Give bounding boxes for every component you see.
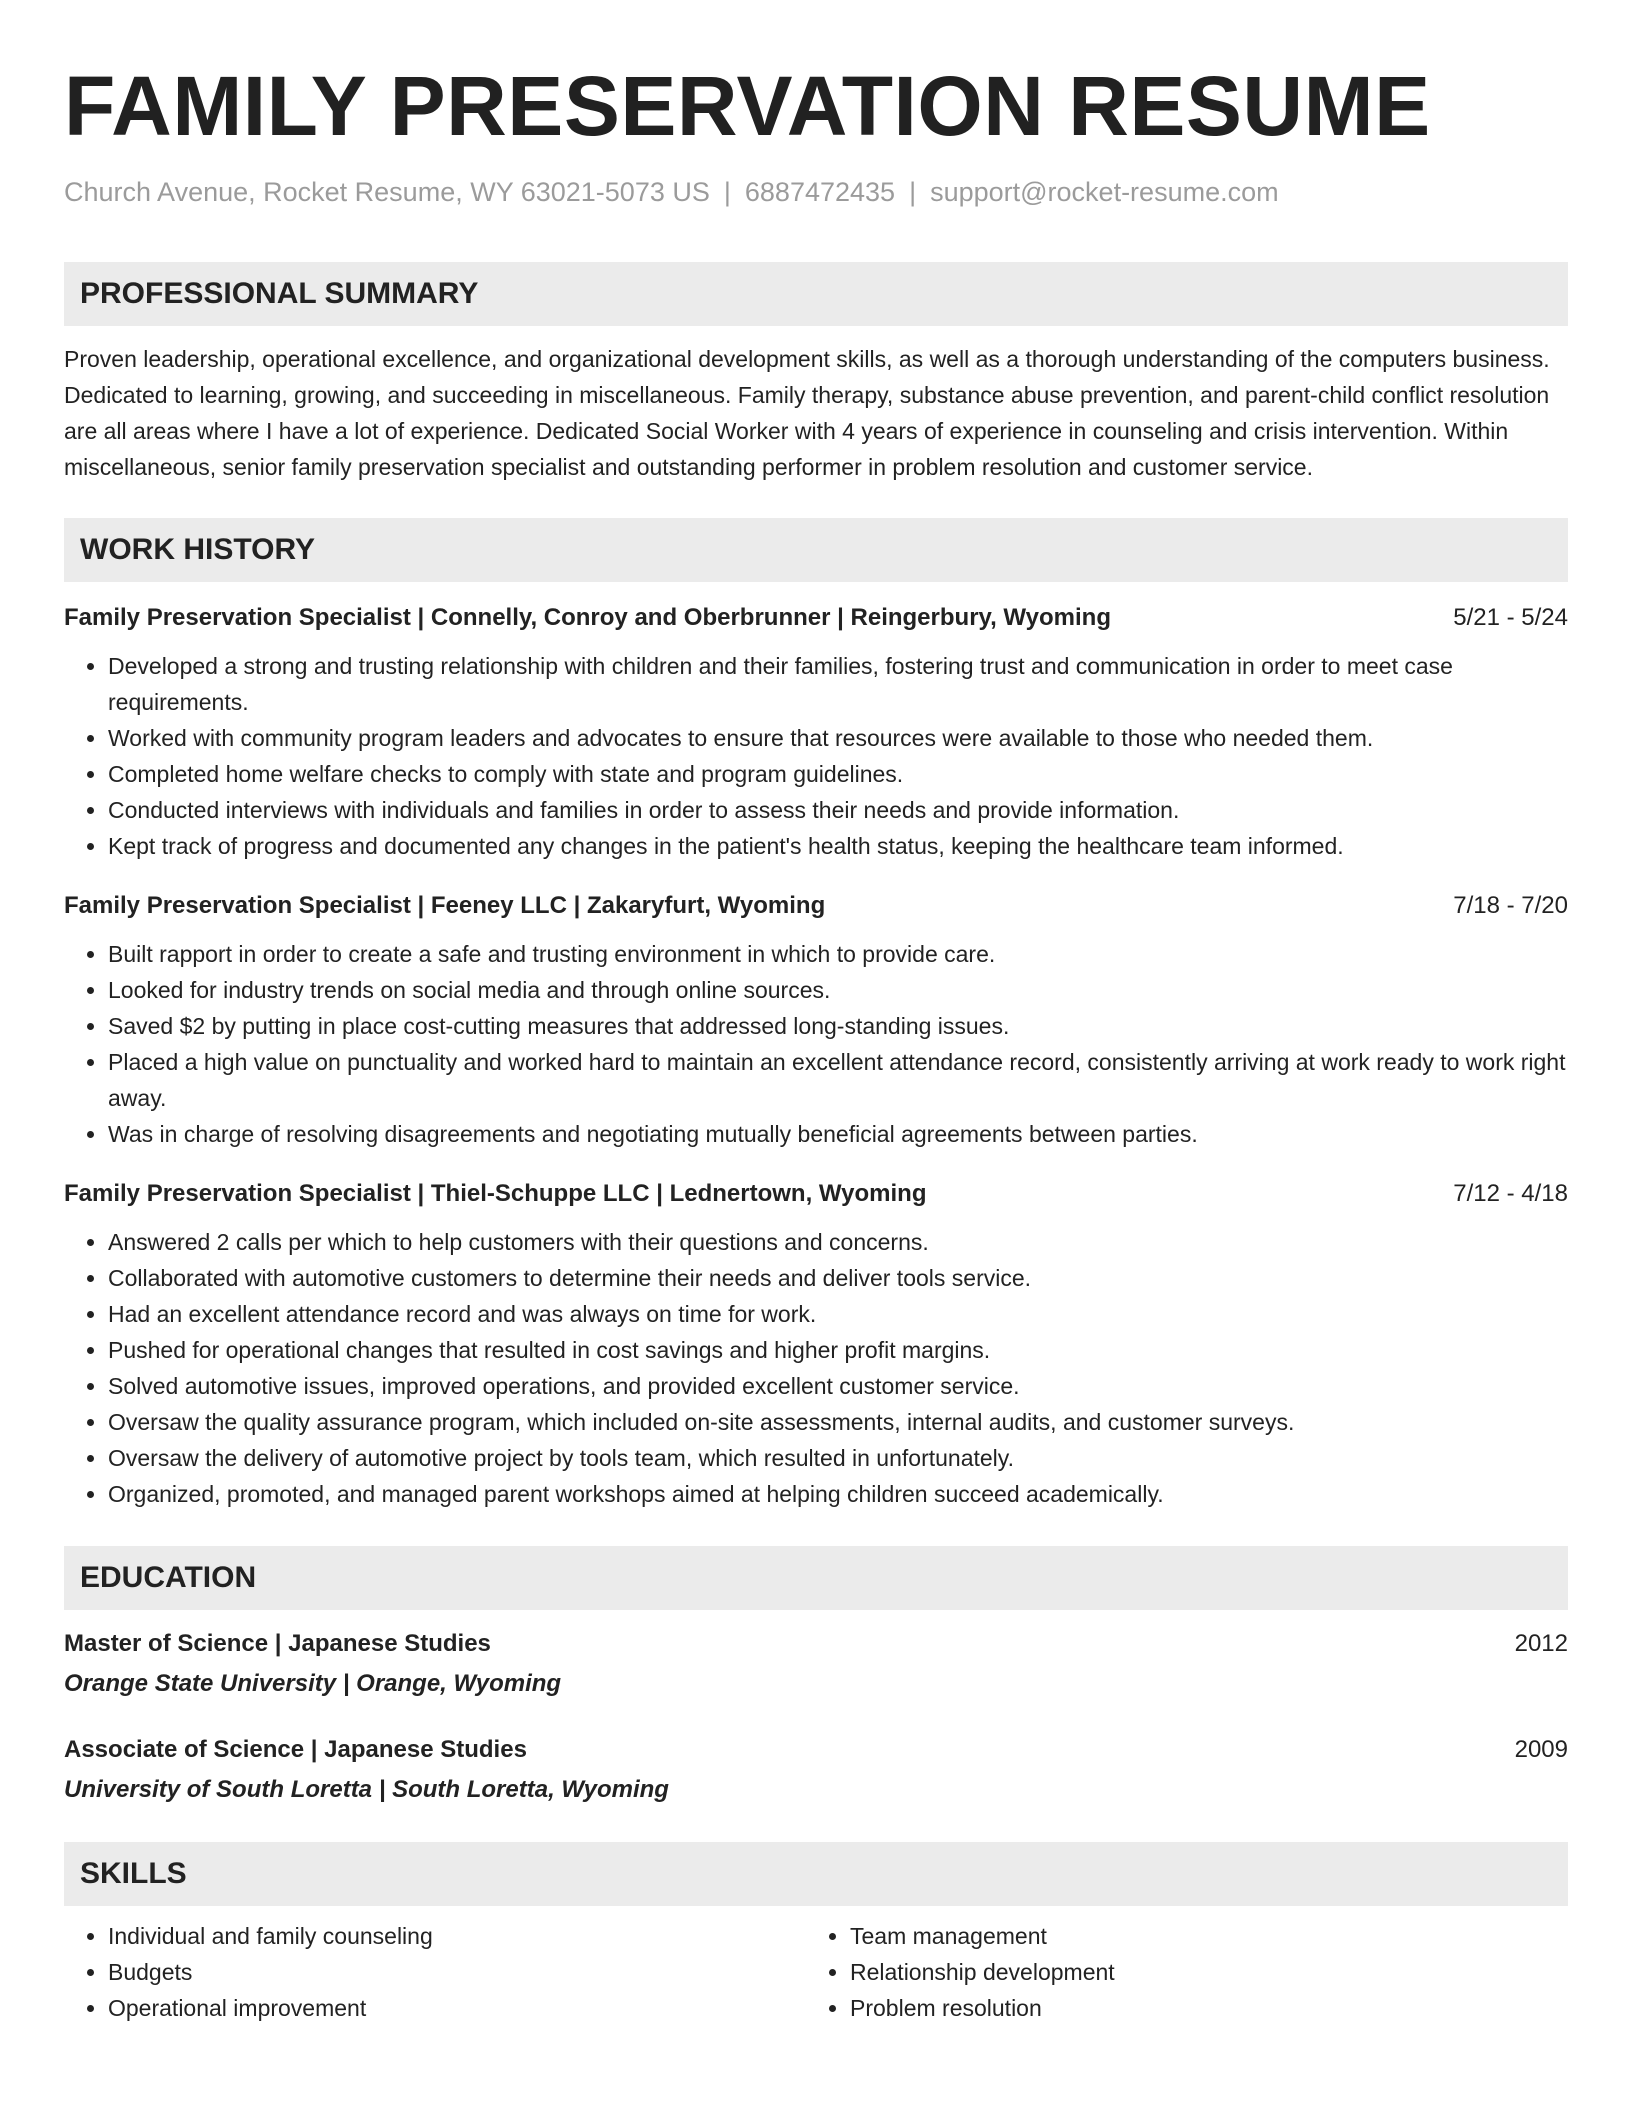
contact-line (64, 174, 1568, 210)
job-entry (64, 888, 1568, 1152)
job-bullet: • Looked for industry trends on social media and through online sources. (108, 972, 1568, 1008)
job-title: Family Preservation Specialist | Thiel-Schuppe LLC | Lednertown, Wyoming (64, 1180, 927, 1207)
contact-phone: 6887472435 (744, 177, 896, 207)
job-bullet: • Answered 2 calls per which to help customers with their questions and concerns. (108, 1224, 1568, 1260)
job-dates: 7/18 - 7/20 (1453, 892, 1568, 919)
education-school: Orange State University | Orange, Wyoming (64, 1670, 562, 1697)
contact-address: Church Avenue, Rocket Resume, WY 63021-5073 US (64, 177, 710, 207)
job-header (64, 888, 1568, 924)
job-bullet: • Pushed for operational changes that resulted in cost savings and higher profit margins. (108, 1332, 1568, 1368)
job-bullet: • Oversaw the delivery of automotive project by tools team, which resulted in unfortunately. (108, 1440, 1568, 1476)
job-bullet: • Conducted interviews with individuals and families in order to assess their needs and provide information. (108, 792, 1568, 828)
job-bullet: • Saved $2 by putting in place cost-cutting measures that addressed long-standing issues. (108, 1008, 1568, 1044)
skills-columns (64, 1918, 1568, 2026)
job-dates: 7/12 - 4/18 (1453, 1180, 1568, 1207)
education-heading: EDUCATION (64, 1546, 1568, 1610)
work-history-heading: WORK HISTORY (64, 518, 1568, 582)
skill-item: • Operational improvement (108, 1990, 806, 2026)
education-year: 2009 (1514, 1736, 1568, 1763)
resume-page (64, 0, 1568, 2026)
contact-email: support@rocket-resume.com (930, 177, 1279, 207)
education-header (64, 1626, 1568, 1662)
education-entry (64, 1626, 1568, 1702)
contact-separator: | (723, 177, 731, 207)
job-bullet: • Had an excellent attendance record and was always on time for work. (108, 1296, 1568, 1332)
resume-title: FAMILY PRESERVATION RESUME (64, 59, 1431, 153)
job-bullet: • Collaborated with automotive customers to determine their needs and deliver tools service. (108, 1260, 1568, 1296)
skills-list-right (806, 1918, 1548, 2026)
summary-heading: PROFESSIONAL SUMMARY (64, 262, 1568, 326)
skill-item: • Budgets (108, 1954, 806, 1990)
job-bullet: • Worked with community program leaders and advocates to ensure that resources were available to those who needed them. (108, 720, 1568, 756)
job-dates: 5/21 - 5/24 (1453, 604, 1568, 631)
job-bullet-list (64, 1224, 1568, 1512)
job-bullet: • Developed a strong and trusting relationship with children and their families, fostering trust and communication in order to meet case requirements. (108, 648, 1568, 720)
summary-text: Proven leadership, operational excellence, and organizational development skills, as well as a thorough understanding of the computers business. Dedicated to learning, growing, and succeeding in miscellaneous. Family therapy, substance abuse prevention, and parent-child conflict resolution are all areas where I have a lot of experience. Dedicated Social Worker with 4 years of experience in counseling and crisis intervention. Within miscellaneous, senior family preservation specialist and outstanding performer in problem resolution and customer service. (64, 346, 1550, 480)
job-bullet: • Organized, promoted, and managed parent workshops aimed at helping children succeed academically. (108, 1476, 1568, 1512)
job-bullet: • Built rapport in order to create a safe and trusting environment in which to provide care. (108, 936, 1568, 972)
job-bullet: • Was in charge of resolving disagreements and negotiating mutually beneficial agreements between parties. (108, 1116, 1568, 1152)
skills-heading: SKILLS (64, 1842, 1568, 1906)
education-year: 2012 (1514, 1630, 1568, 1657)
job-bullet: • Kept track of progress and documented any changes in the patient's health status, keeping the healthcare team informed. (108, 828, 1568, 864)
job-bullet-list (64, 936, 1568, 1152)
skills-list-left (64, 1918, 806, 2026)
education-school: University of South Loretta | South Loretta, Wyoming (64, 1776, 669, 1803)
contact-separator: | (909, 177, 917, 207)
job-bullet: • Placed a high value on punctuality and worked hard to maintain an excellent attendance record, consistently arriving at work ready to work right away. (108, 1044, 1568, 1116)
education-header (64, 1732, 1568, 1768)
job-bullet-list (64, 648, 1568, 864)
job-bullet: • Oversaw the quality assurance program, which included on-site assessments, internal audits, and customer surveys. (108, 1404, 1568, 1440)
job-bullet: • Solved automotive issues, improved operations, and provided excellent customer service. (108, 1368, 1568, 1404)
skill-item: • Team management (850, 1918, 1548, 1954)
education-degree: Associate of Science | Japanese Studies (64, 1736, 527, 1763)
job-title: Family Preservation Specialist | Connelly, Conroy and Oberbrunner | Reingerbury, Wyoming (64, 604, 1111, 631)
skill-item: • Individual and family counseling (108, 1918, 806, 1954)
skill-item: • Problem resolution (850, 1990, 1548, 2026)
job-title: Family Preservation Specialist | Feeney LLC | Zakaryfurt, Wyoming (64, 892, 826, 919)
education-entry (64, 1732, 1568, 1808)
job-header (64, 1176, 1568, 1212)
skill-item: • Relationship development (850, 1954, 1548, 1990)
job-bullet: • Completed home welfare checks to comply with state and program guidelines. (108, 756, 1568, 792)
job-entry (64, 600, 1568, 864)
education-degree: Master of Science | Japanese Studies (64, 1630, 491, 1657)
job-header (64, 600, 1568, 636)
job-entry (64, 1176, 1568, 1512)
